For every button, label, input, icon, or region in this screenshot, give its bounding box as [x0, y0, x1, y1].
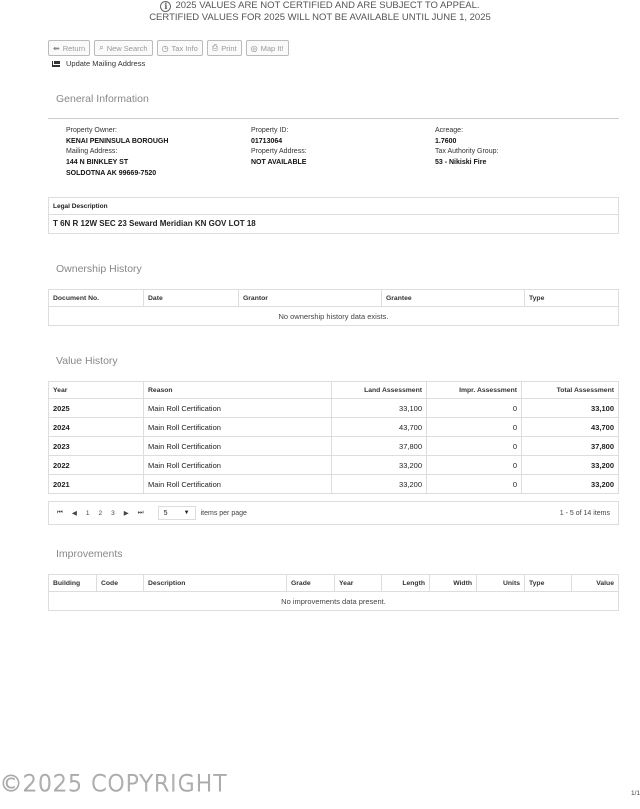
- print-button[interactable]: ⎙ Print: [207, 40, 242, 56]
- column-header[interactable]: Year: [335, 575, 382, 592]
- items-per-page-label: items per page: [200, 509, 247, 517]
- column-header[interactable]: Impr. Assessment: [427, 382, 522, 399]
- acreage-value: 1.7600: [435, 137, 457, 145]
- acreage-label: Acreage:: [435, 127, 464, 134]
- previous-page-icon[interactable]: ◀: [71, 510, 77, 517]
- owner-label: Property Owner:: [66, 127, 117, 134]
- column-header[interactable]: Date: [144, 290, 239, 307]
- map-it-button[interactable]: ◎ Map It!: [246, 40, 289, 56]
- globe-icon: ◎: [250, 43, 258, 53]
- property-id-value: 01713064: [251, 137, 283, 145]
- ownership-history-table: [48, 289, 619, 326]
- mailing-label: Mailing Address:: [66, 148, 118, 156]
- column-header[interactable]: Document No.: [49, 290, 144, 307]
- acreage-column: [435, 126, 498, 169]
- value-history-title: Value History: [56, 355, 118, 367]
- ownership-history-title: Ownership History: [56, 263, 142, 275]
- column-header[interactable]: Grantee: [382, 290, 525, 307]
- new-search-button[interactable]: ⌕ New Search: [94, 40, 152, 56]
- pager: [48, 501, 619, 525]
- back-arrow-icon: ⬅: [53, 43, 60, 53]
- notice-line-1: 2025 VALUES ARE NOT CERTIFIED AND ARE SUBJECT TO APPEAL.: [175, 0, 480, 11]
- table-row: 2024 Main Roll Certification 43,700 0 43,700: [49, 418, 619, 437]
- tax-group-value: 53 - Nikiski Fire: [435, 159, 487, 167]
- value-history-table: [48, 381, 619, 494]
- column-header[interactable]: Length: [382, 575, 430, 592]
- property-address-value: NOT AVAILABLE: [251, 159, 307, 167]
- copyright-watermark: ©2025 COPYRIGHT: [0, 772, 228, 797]
- improvements-table: [48, 574, 619, 611]
- column-header[interactable]: Value: [572, 575, 619, 592]
- next-page-icon[interactable]: ▶: [123, 510, 129, 517]
- table-row: 2021 Main Roll Certification 33,200 0 33,200: [49, 475, 619, 494]
- last-page-icon[interactable]: ⏭: [137, 509, 144, 516]
- legal-description: [48, 197, 619, 234]
- toolbar: [48, 40, 289, 56]
- column-header[interactable]: Grade: [287, 575, 335, 592]
- owner-value: KENAI PENINSULA BOROUGH: [66, 137, 169, 145]
- item-count: 1 - 5 of 14 items: [559, 509, 610, 517]
- column-header[interactable]: Building: [49, 575, 97, 592]
- info-icon: i: [160, 1, 171, 12]
- improvements-title: Improvements: [56, 548, 123, 560]
- page-size-select[interactable]: 5 ▼: [158, 506, 196, 520]
- page-3-link[interactable]: 3: [111, 509, 115, 517]
- table-row: 2025 Main Roll Certification 33,100 0 33,100: [49, 399, 619, 418]
- page-1-link[interactable]: 1: [85, 509, 90, 517]
- column-header[interactable]: Land Assessment: [332, 382, 427, 399]
- mailing-line-1: 144 N BINKLEY ST: [66, 159, 129, 167]
- envelope-icon: [52, 61, 60, 67]
- clock-icon: ◷: [161, 43, 169, 53]
- column-header[interactable]: Units: [477, 575, 525, 592]
- general-information-title: General Information: [56, 93, 149, 105]
- divider: [48, 118, 619, 119]
- return-button[interactable]: ⬅ Return: [48, 40, 90, 56]
- search-icon: ⌕: [99, 43, 104, 52]
- column-header[interactable]: Total Assessment: [522, 382, 619, 399]
- page-2-link[interactable]: 2: [98, 509, 103, 517]
- appeal-notice: [0, 0, 640, 24]
- empty-message: No ownership history data exists.: [49, 307, 619, 326]
- column-header[interactable]: Grantor: [239, 290, 382, 307]
- column-header[interactable]: Type: [525, 575, 572, 592]
- first-page-icon[interactable]: ⏮: [57, 509, 63, 516]
- table-row: 2022 Main Roll Certification 33,200 0 33,200: [49, 456, 619, 475]
- page-number: 1/1: [630, 790, 640, 797]
- property-id-label: Property ID:: [251, 127, 289, 134]
- owner-column: [66, 126, 168, 180]
- column-header[interactable]: Code: [97, 575, 144, 592]
- pager-nav: [57, 509, 144, 517]
- tax-info-button[interactable]: ◷ Tax Info: [157, 40, 203, 56]
- column-header[interactable]: Width: [430, 575, 477, 592]
- property-address-label: Property Address:: [251, 148, 307, 156]
- dropdown-arrow-icon: ▼: [183, 510, 190, 516]
- empty-message: No improvements data present.: [49, 592, 619, 611]
- column-header[interactable]: Description: [144, 575, 287, 592]
- tax-group-label: Tax Authority Group:: [435, 148, 499, 156]
- print-icon: ⎙: [211, 43, 219, 52]
- column-header[interactable]: Reason: [144, 382, 332, 399]
- notice-line-2: CERTIFIED VALUES FOR 2025 WILL NOT BE AVAILABLE UNTIL JUNE 1, 2025: [149, 12, 491, 23]
- legal-description-header: Legal Description: [49, 198, 618, 215]
- update-mailing-address-link[interactable]: Update Mailing Address: [52, 59, 145, 68]
- table-row: 2023 Main Roll Certification 37,800 0 37,800: [49, 437, 619, 456]
- mailing-line-2: SOLDOTNA AK 99669-7520: [66, 169, 157, 177]
- column-header[interactable]: Year: [49, 382, 144, 399]
- legal-description-text: T 6N R 12W SEC 23 Seward Meridian KN GOV LOT 18: [53, 219, 256, 228]
- column-header[interactable]: Type: [525, 290, 619, 307]
- property-column: [251, 126, 307, 169]
